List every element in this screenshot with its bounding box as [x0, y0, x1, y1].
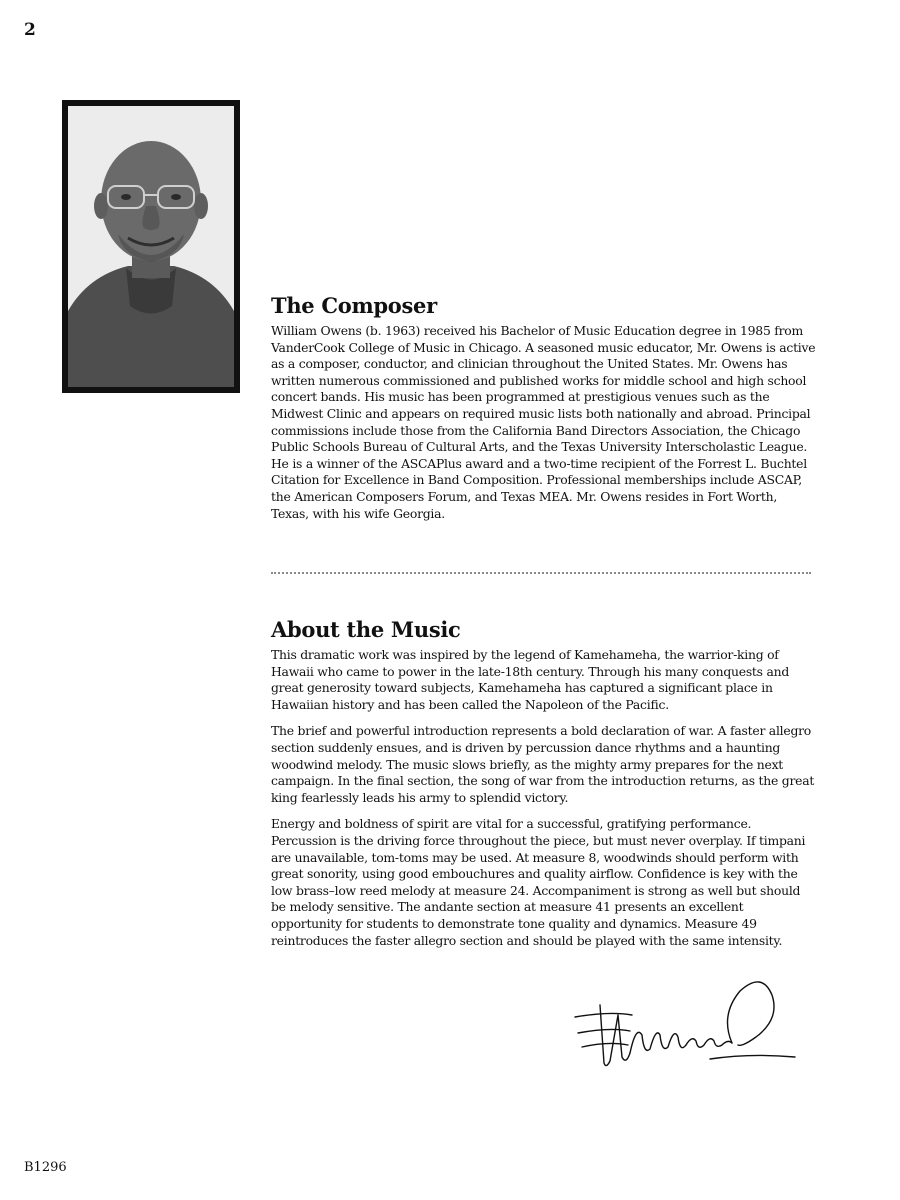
page-number: 2	[24, 20, 36, 40]
composer-bio: William Owens (b. 1963) received his Bachelor of Music Education degree in 1985 from VanderCook College of Music in Chicago. A seasoned music educator, Mr. Owens is active as a composer, conductor, and clinician throughout the United States. Mr. Owens has written numerous commissioned and published works for middle school and high school concert bands. His music has been programmed at prestigious venues such as the Midwest Clinic and appears on required music lists both nationally and abroad. Principal commissions include those from the California Band Directors Association, the Chicago Public Schools Bureau of Cultural Arts, and the Texas University Interscholastic League. He is a winner of the ASCAPlus award and a two-time recipient of the Forrest L. Buchtel Citation for Excellence in Band Composition. Professional memberships include ASCAP, the American Composers Forum, and Texas MEA. Mr. Owens resides in Fort Worth, Texas, with his wife Georgia.	[271, 323, 816, 521]
about-music-section	[271, 617, 816, 949]
composer-section	[271, 293, 816, 522]
composer-portrait-image	[68, 106, 234, 387]
composer-heading: The Composer	[271, 293, 437, 318]
music-paragraph: The brief and powerful introduction represents a bold declaration of war. A faster allegro section suddenly ensues, and is driven by percussion dance rhythms and a haunting woodwind melody. The music slows briefly, as the mighty army prepares for the next campaign. In the final section, the song of war from the introduction returns, as the great king fearlessly leads his army to splendid victory.	[271, 723, 815, 805]
composer-photo	[62, 100, 240, 393]
catalog-number: B1296	[24, 1160, 67, 1175]
composer-signature	[570, 975, 800, 1075]
about-music-heading: About the Music	[271, 617, 461, 642]
music-paragraph: This dramatic work was inspired by the legend of Kamehameha, the warrior-king of Hawaii who came to power in the late-18th century. Through his many conquests and great generosity toward subjects, Kamehameha has captured a significant place in Hawaiian history and has been called the Napoleon of the Pacific.	[271, 647, 790, 712]
music-paragraph: Energy and boldness of spirit are vital for a successful, gratifying performance. Percussion is the driving force throughout the piece, but must never overplay. If timpani are unavailable, tom-toms may be used. At measure 8, woodwinds should perform with great sonority, using good embouchures and quality airflow. Confidence is key with the low brass–low reed melody at measure 24. Accompaniment is strong as well but should be melody sensitive. The andante section at measure 41 presents an excellent opportunity for students to demonstrate tone quality and dynamics. Measure 49 reintroduces the faster allegro section and should be played with the same intensity.	[271, 816, 806, 948]
section-divider	[271, 572, 811, 574]
